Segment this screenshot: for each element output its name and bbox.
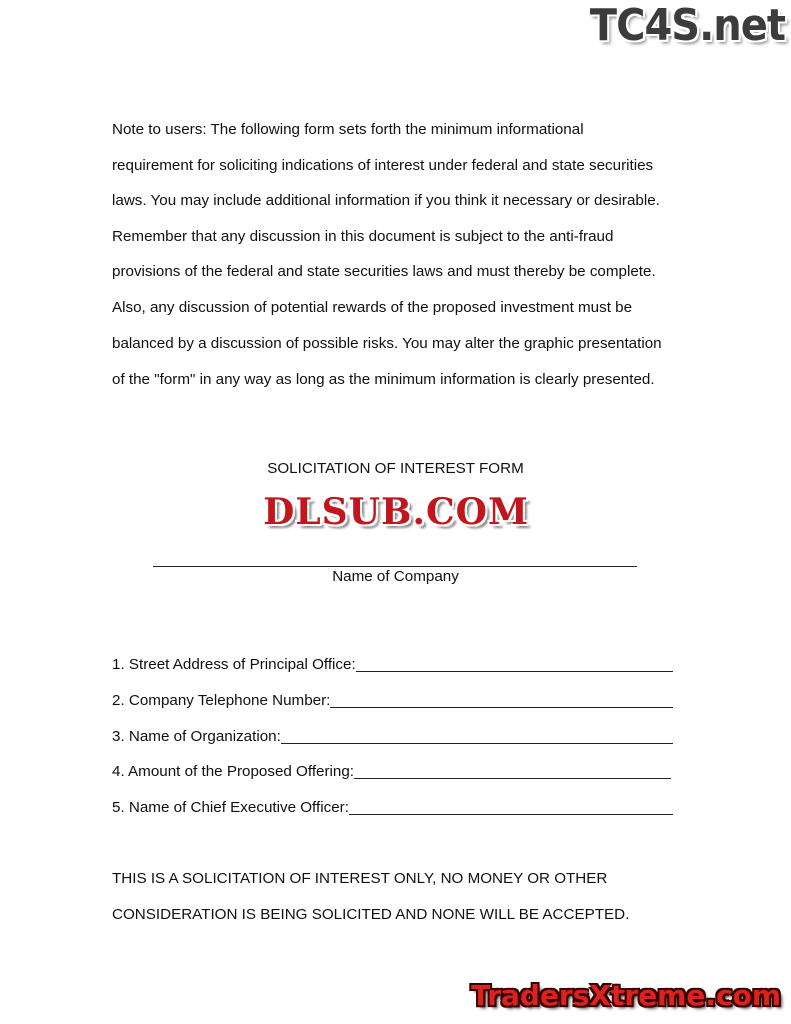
field-blank-line[interactable] [330,692,673,708]
note-line: Remember that any discussion in this document is subject to the anti-fraud [112,228,614,245]
tc4s-watermark-logo: TC4S.net [589,1,785,51]
note-line: Note to users: The following form sets forth the minimum informational [112,121,584,138]
field-street-address [112,654,673,674]
field-blank-line[interactable] [349,799,673,815]
company-name-line[interactable] [153,566,637,567]
note-line: of the "form" in any way as long as the minimum information is clearly presented. [112,371,655,388]
field-label: 3. Name of Organization: [112,728,281,745]
field-label: 2. Company Telephone Number: [112,692,331,709]
tradersxtreme-watermark-logo: TradersXtreme.com [471,979,781,1012]
note-line: provisions of the federal and state securities laws and must thereby be complete. [112,263,656,280]
dlsub-watermark-logo: DLSUB.COM [263,491,529,533]
field-label: 1. Street Address of Principal Office: [112,656,356,673]
field-company-telephone [112,690,673,710]
note-line: balanced by a discussion of possible risks. You may alter the graphic presentation [112,335,662,352]
note-line: requirement for soliciting indications of interest under federal and state securities [112,157,654,174]
field-blank-line[interactable] [281,728,673,744]
company-name-label: Name of Company [332,568,459,585]
field-label: 4. Amount of the Proposed Offering: [112,763,355,780]
field-offering-amount [112,761,671,781]
field-ceo-name [112,797,673,817]
field-blank-line[interactable] [356,656,673,672]
disclaimer-line: CONSIDERATION IS BEING SOLICITED AND NONE WILL BE ACCEPTED. [112,906,630,923]
field-label: 5. Name of Chief Executive Officer: [112,799,349,816]
disclaimer-line: THIS IS A SOLICITATION OF INTEREST ONLY, NO MONEY OR OTHER [112,870,608,887]
note-line: Also, any discussion of potential rewards of the proposed investment must be [112,299,633,316]
field-organization-name [112,726,673,746]
note-line: laws. You may include additional information if you think it necessary or desirable. [112,192,660,209]
field-blank-line[interactable] [354,763,671,779]
form-title: SOLICITATION OF INTEREST FORM [267,460,524,477]
